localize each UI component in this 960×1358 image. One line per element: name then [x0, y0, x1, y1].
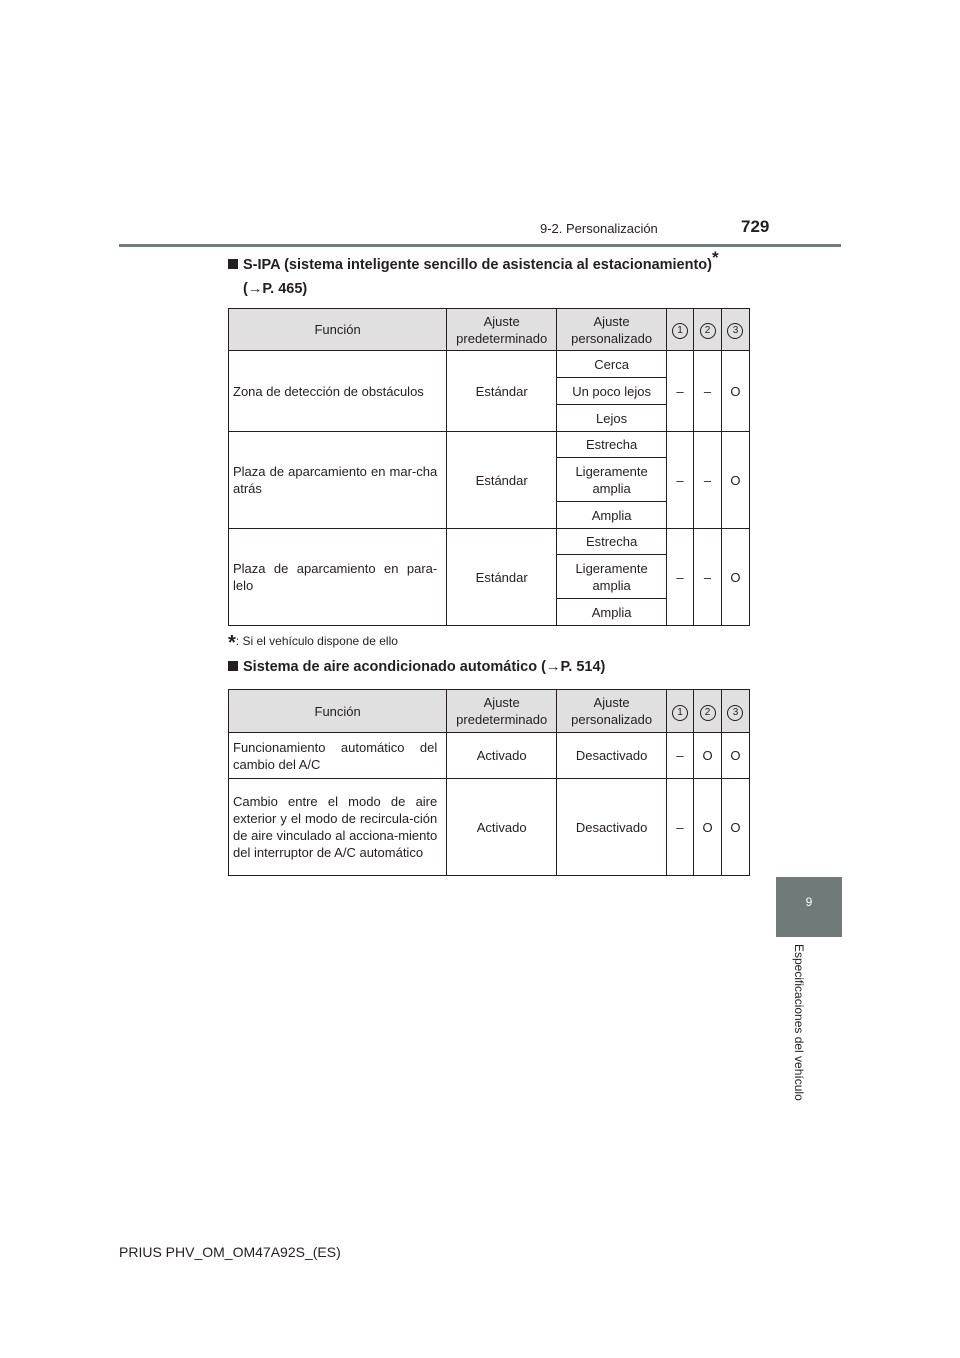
section-heading-sipa: [228, 248, 719, 300]
section-title: 9-2. Personalización: [540, 221, 658, 236]
table-row: [229, 529, 750, 555]
option-cell: Amplia: [557, 502, 667, 529]
header-col-1: [667, 690, 694, 733]
page-number: 729: [741, 217, 770, 236]
header-default: [447, 309, 557, 351]
col1-cell: –: [667, 351, 694, 432]
circled-1-icon: 1: [672, 323, 688, 339]
header-default-line1: Ajuste: [483, 695, 520, 710]
square-bullet-icon: [228, 661, 238, 671]
col2-cell: O: [694, 733, 722, 779]
circled-3-icon: 3: [727, 705, 743, 721]
col2-cell: –: [694, 529, 722, 626]
header-col-2: [694, 690, 722, 733]
header-custom-line1: Ajuste: [593, 313, 630, 329]
col1-cell: –: [667, 733, 694, 779]
header-default: [447, 690, 557, 733]
section-heading-ac: [228, 656, 605, 678]
circled-3-icon: 3: [727, 323, 743, 339]
option-cell: Ligeramente amplia: [557, 555, 667, 599]
header-function: Función: [229, 309, 447, 351]
header-custom-line2: personalizado: [571, 712, 653, 727]
section-heading-sipa-title: S-IPA (sistema inteligente sencillo de asistencia al estacionamiento): [243, 257, 712, 273]
col1-cell: –: [667, 432, 694, 529]
default-cell: Estándar: [447, 351, 557, 432]
header-default-line1: Ajuste: [483, 313, 520, 329]
header-divider: [119, 244, 841, 247]
square-bullet-icon: [228, 259, 238, 269]
header-col-3: [721, 309, 749, 351]
document-code: PRIUS PHV_OM_OM47A92S_(ES): [119, 1244, 341, 1260]
table-header-row: [229, 309, 750, 351]
custom-cell: Desactivado: [557, 779, 667, 876]
option-cell: Amplia: [557, 599, 667, 626]
header-custom: [557, 309, 667, 351]
header-col-3: [721, 690, 749, 733]
circled-2-icon: 2: [700, 705, 716, 721]
sipa-settings-table: [228, 308, 750, 626]
col3-cell: O: [721, 351, 749, 432]
header-custom-line1: Ajuste: [593, 695, 630, 710]
table-row: [229, 779, 750, 876]
header-custom-line2: personalizado: [571, 330, 653, 346]
col2-cell: –: [694, 432, 722, 529]
section-heading-sipa-ref: (→P. 465): [243, 281, 308, 297]
col2-cell: –: [694, 351, 722, 432]
footnote: [228, 632, 398, 655]
chapter-label: Especificaciones del vehículo: [792, 944, 806, 1101]
footnote-text: : Si el vehículo dispone de ello: [235, 634, 398, 648]
circled-2-icon: 2: [700, 323, 716, 339]
option-cell: Un poco lejos: [557, 378, 667, 405]
col1-cell: –: [667, 529, 694, 626]
table-row: [229, 351, 750, 378]
ac-settings-table: [228, 689, 750, 876]
option-cell: Ligeramente amplia: [557, 458, 667, 502]
col3-cell: O: [721, 529, 749, 626]
col2-cell: O: [694, 779, 722, 876]
option-cell: Estrecha: [557, 529, 667, 555]
header-col-2: [694, 309, 722, 351]
option-cell: Cerca: [557, 351, 667, 378]
function-cell: Funcionamiento automático del cambio del A/C: [229, 733, 447, 779]
section-heading-ac-title: Sistema de aire acondicionado automático (→P. 514): [243, 659, 606, 675]
option-cell: Lejos: [557, 405, 667, 432]
col3-cell: O: [721, 432, 749, 529]
chapter-number: 9: [805, 895, 813, 909]
header-default-line2: predeterminado: [456, 330, 548, 346]
default-cell: Estándar: [447, 432, 557, 529]
asterisk-mark: *: [711, 248, 719, 267]
header-function: Función: [229, 690, 447, 733]
function-cell: Cambio entre el modo de aire exterior y el modo de recircula-ción de aire vinculado al acciona-miento del interruptor de A/C automático: [229, 779, 447, 876]
default-cell: Activado: [447, 733, 557, 779]
default-cell: Activado: [447, 779, 557, 876]
footnote-mark: *: [228, 632, 236, 654]
header-col-1: [667, 309, 694, 351]
col3-cell: O: [721, 779, 749, 876]
table-row: [229, 733, 750, 779]
circled-1-icon: 1: [672, 705, 688, 721]
table-row: [229, 432, 750, 458]
chapter-tab: [776, 877, 842, 937]
option-cell: Estrecha: [557, 432, 667, 458]
col3-cell: O: [721, 733, 749, 779]
function-cell: Plaza de aparcamiento en para-lelo: [229, 529, 447, 626]
col1-cell: –: [667, 779, 694, 876]
function-cell: Zona de detección de obstáculos: [229, 351, 447, 432]
function-cell: Plaza de aparcamiento en mar-cha atrás: [229, 432, 447, 529]
default-cell: Estándar: [447, 529, 557, 626]
header-default-line2: predeterminado: [456, 712, 548, 727]
header-custom: [557, 690, 667, 733]
table-header-row: [229, 690, 750, 733]
custom-cell: Desactivado: [557, 733, 667, 779]
